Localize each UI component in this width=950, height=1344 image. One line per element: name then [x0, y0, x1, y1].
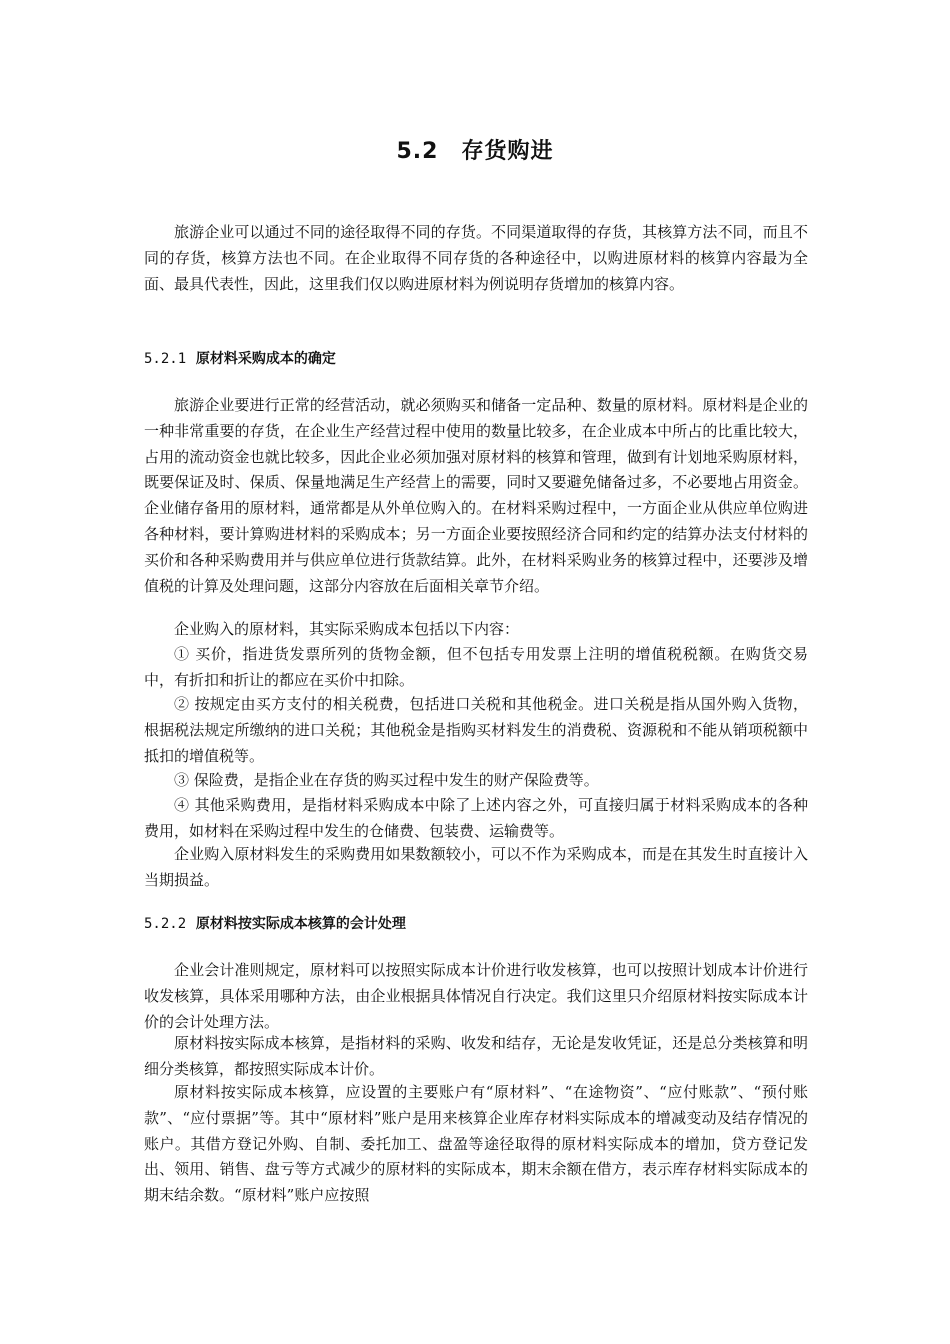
list-item-paragraph: ① 买价，指进货发票所列的货物金额，但不包括专用发票上注明的增值税税额。在购货交易中，有折扣和折让的都应在买价中扣除。: [144, 645, 808, 689]
list-item-paragraph: ③ 保险费，是指企业在存货的购买过程中发生的财产保险费等。: [174, 771, 599, 789]
subsection-heading-5-2-2: [144, 914, 808, 934]
body-paragraph: 企业购入的原材料，其实际采购成本包括以下内容：: [174, 620, 520, 638]
list-item-paragraph: ② 按规定由买方支付的相关税费，包括进口关税和其他税金。进口关税是指从国外购入货物，根据税法规定所缴纳的进口关税；其他税金是指购买材料发生的消费税、资源税和不能从销项税额中抵扣的增值税等。: [144, 695, 808, 765]
subsection-heading-text: 原材料采购成本的确定: [195, 351, 336, 367]
intro-paragraph: 旅游企业可以通过不同的途径取得不同的存货。不同渠道取得的存货，其核算方法不同，而且不同的存货，核算方法也不同。在企业取得不同存货的各种途径中，以购进原材料的核算内容最为全面、最具代表性，因此，这里我们仅以购进原材料为例说明存货增加的核算内容。: [144, 223, 808, 293]
body-paragraph: 原材料按实际成本核算，是指材料的采购、收发和结存，无论是发收凭证，还是总分类核算和明细分类核算，都按照实际成本计价。: [144, 1034, 808, 1078]
subsection-number: 5.2.2: [144, 916, 187, 932]
list-item-paragraph: ④ 其他采购费用，是指材料采购成本中除了上述内容之外，可直接归属于材料采购成本的各种费用，如材料在采购过程中发生的仓储费、包装费、运输费等。: [144, 796, 808, 840]
body-paragraph: 企业购入原材料发生的采购费用如果数额较小，可以不作为采购成本，而是在其发生时直接计入当期损益。: [144, 845, 808, 889]
body-paragraph: 企业会计准则规定，原材料可以按照实际成本计价进行收发核算，也可以按照计划成本计价进行收发核算，具体采用哪种方法，由企业根据具体情况自行决定。我们这里只介绍原材料按实际成本计价的会计处理方法。: [144, 961, 808, 1031]
subsection-heading-text: 原材料按实际成本核算的会计处理: [195, 916, 406, 932]
body-paragraph: 旅游企业要进行正常的经营活动，就必须购买和储备一定品种、数量的原材料。原材料是企业的一种非常重要的存货，在企业生产经营过程中使用的数量比较多，在企业成本中所占的比重比较大，占用的流动资金也就比较多，因此企业必须加强对原材料的核算和管理，做到有计划地采购原材料，既要保证及时、保质、保量地满足生产经营上的需要，同时又要避免储备过多，不必要地占用资金。企业储存备用的原材料，通常都是从外单位购入的。在材料采购过程中，一方面企业从供应单位购进各种材料，要计算购进材料的采购成本；另一方面企业要按照经济合同和约定的结算办法支付材料的买价和各种采购费用并与供应单位进行货款结算。此外，在材料采购业务的核算过程中，还要涉及增值税的计算及处理问题，这部分内容放在后面相关章节介绍。: [144, 396, 808, 595]
subsection-heading-5-2-1: [144, 349, 808, 369]
body-paragraph: 原材料按实际成本核算，应设置的主要账户有“原材料”、“在途物资”、“应付账款”、“预付账款”、“应付票据”等。其中“原材料”账户是用来核算企业库存材料实际成本的增减变动及结存情况的账户。其借方登记外购、自制、委托加工、盘盈等途径取得的原材料实际成本的增加，贷方登记发出、领用、销售、盘亏等方式减少的原材料的实际成本，期末余额在借方，表示库存材料实际成本的期末结余数。“原材料”账户应按照: [144, 1083, 808, 1205]
subsection-number: 5.2.1: [144, 351, 187, 367]
section-title: 5.2 存货购进: [396, 139, 554, 164]
